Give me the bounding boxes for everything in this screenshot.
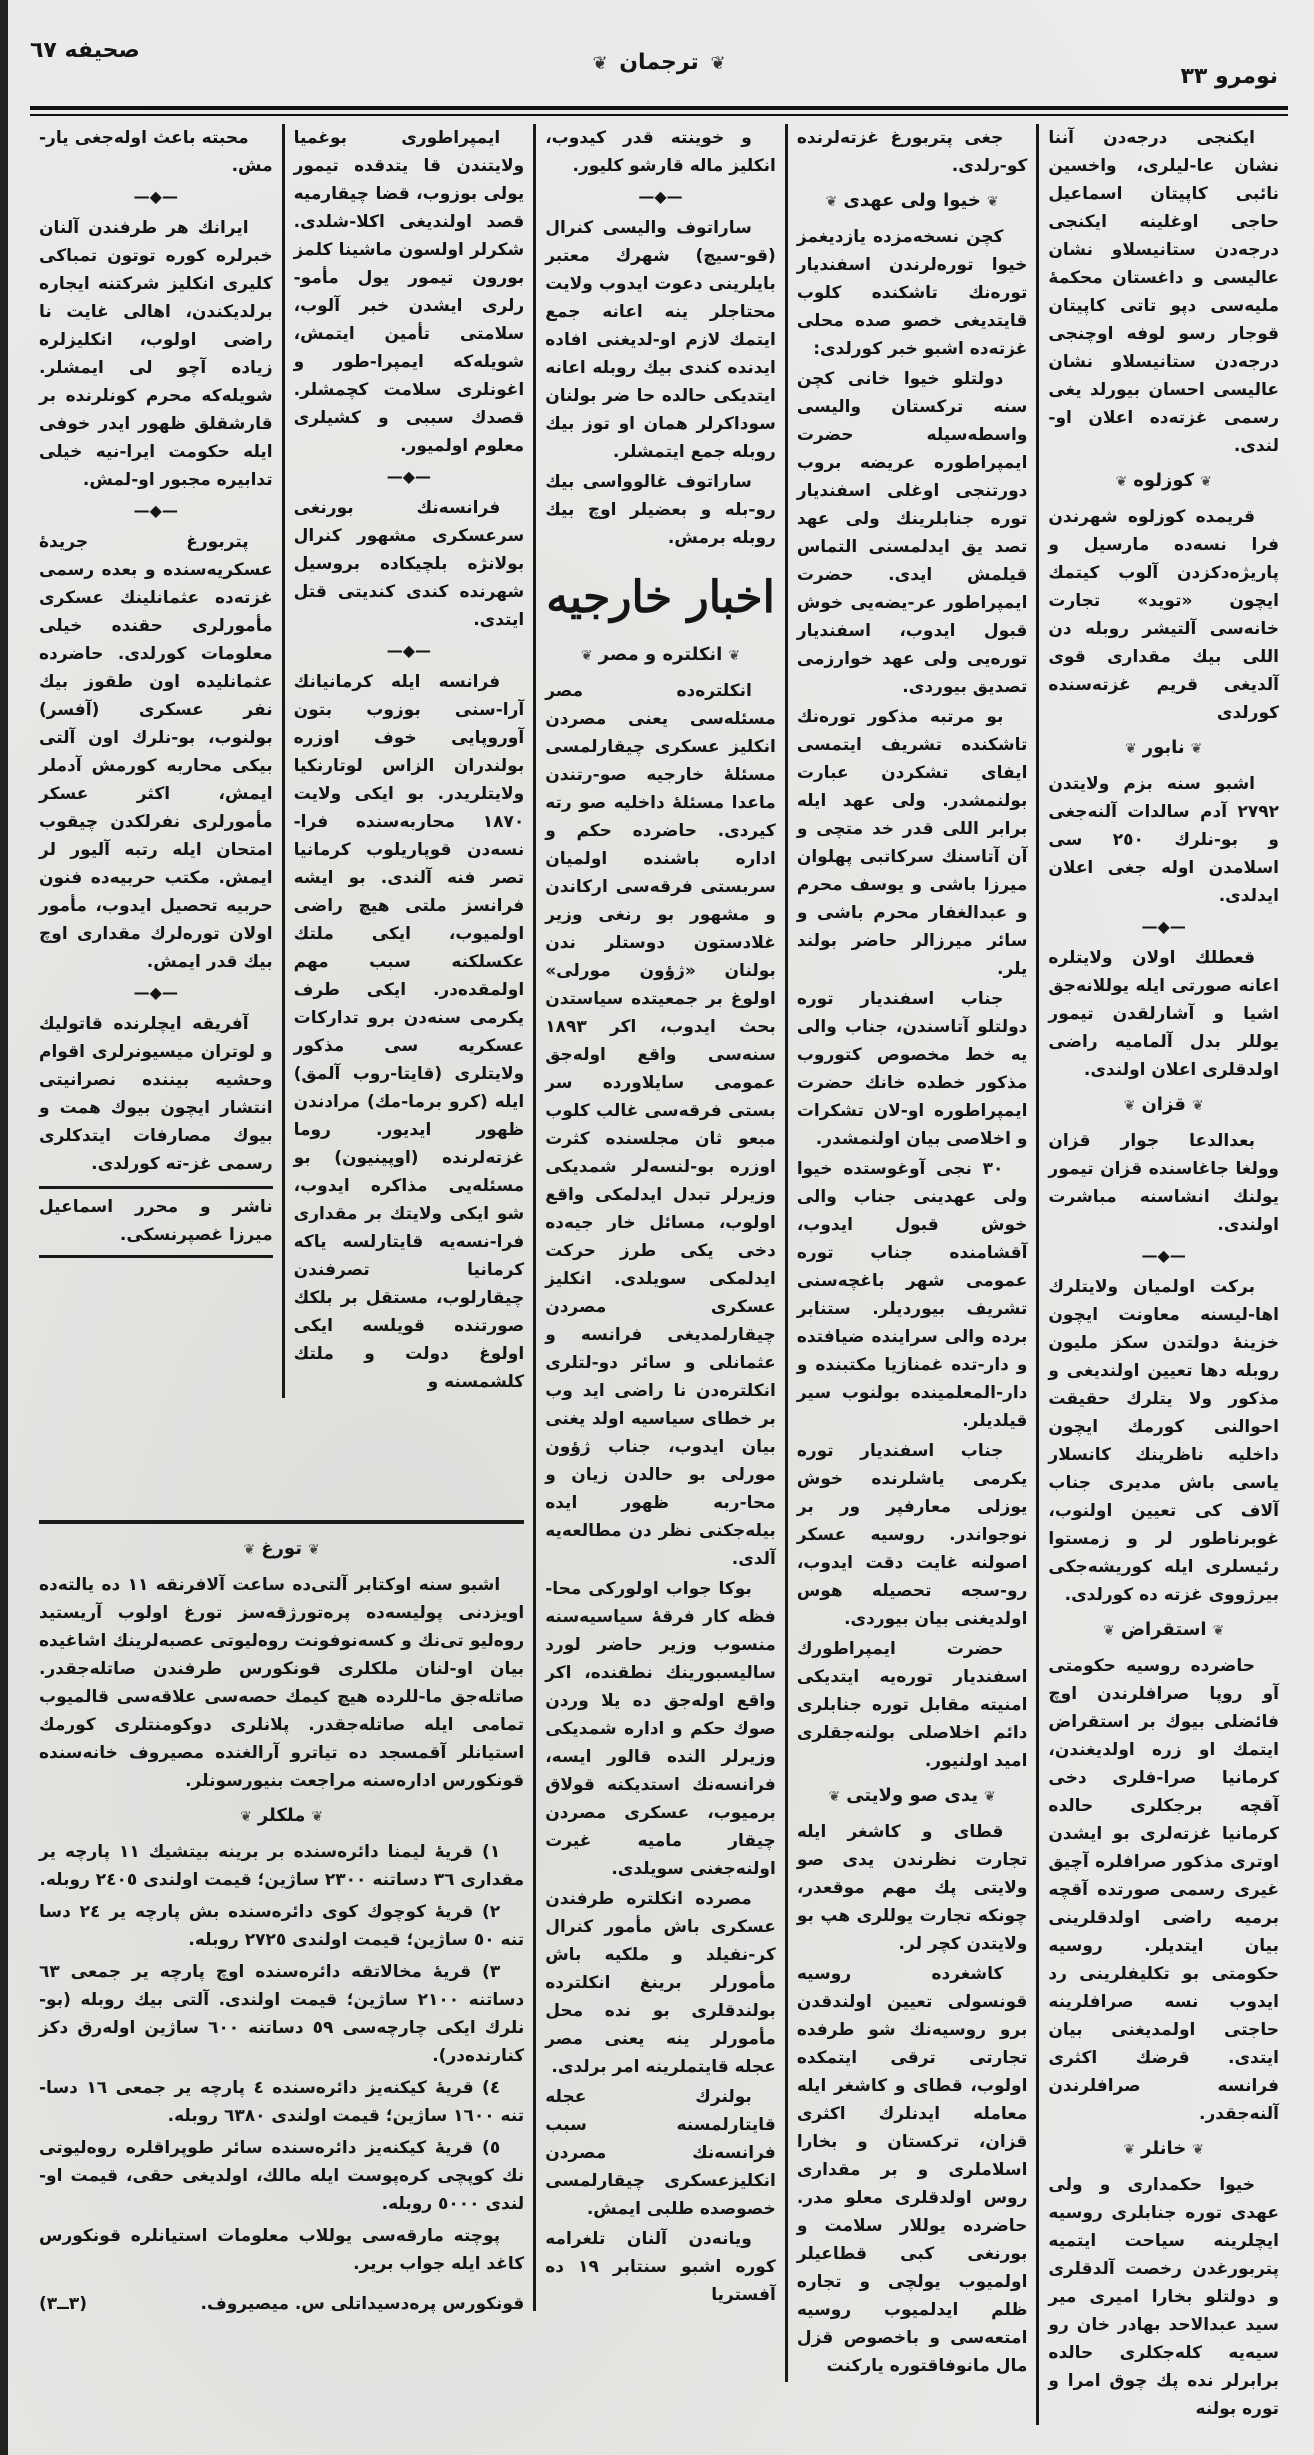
ornament-icon: ❦	[1115, 474, 1128, 490]
article-paragraph: بعدالدعا جوار قزان وولغا جاغاسنده قزان تيمور يولنك انشاسنه مباشرت اولندی.	[1048, 1131, 1279, 1235]
section-heading	[1048, 2134, 1279, 2165]
ornament-icon: ❦	[243, 1541, 256, 1558]
section-heading	[1048, 1090, 1279, 1121]
section-heading	[1048, 1615, 1279, 1646]
ornament-icon: ❦	[580, 648, 593, 664]
publisher-credit: ناشر و محرر اسماعيل ميرزا غصپرنسكی.	[39, 1197, 273, 1245]
publisher-box	[39, 1186, 273, 1258]
section-heading	[545, 640, 776, 671]
notices-body	[39, 1534, 524, 2318]
notice-signature: قونكورس پره‌دسيداتلی س. ميصيروف.	[200, 2293, 525, 2314]
article-paragraph: محبته باعث اوله‌جغی يار-مش.	[39, 128, 273, 176]
heading-text: استقراض	[1120, 1619, 1207, 1640]
heading-text: تورغ	[261, 1537, 302, 1559]
article-paragraph: ويانه‌دن آلنان تلغرامه كوره اشبو سنتابر ١٩ ده آفستريا	[545, 2229, 776, 2305]
heading-text: قزان	[1141, 1094, 1186, 1115]
section-heading	[39, 1801, 524, 1832]
article-paragraph: قعطلك اولان ولايتلره اعانه صورتی ايله يوللانه‌جق اشيا و آشارلقدن تيمور يوللر بدل آلماميه راضی اولدقلری اعلان اولندی.	[1048, 948, 1279, 1080]
separator-icon: —◆—	[1141, 1246, 1186, 1265]
article-paragraph: جناب اسفنديار توره دولتلو آتاسندن، جناب والی يه خط مخصوص كتوروب مذكور خطده خانك حضرت ايمپراطوره او-لان تشكرات و اخلاصی بيان اولنمشدر.	[796, 989, 1028, 1149]
property-item: ٤) قريهٔ كيكنه‌يز دائره‌سنده ٤ پارچه ير جمعی ١٦ دسا-تنه ١٦٠٠ ساژين؛ قيمت اولندی ٦٣٨٠ روبله.	[39, 2077, 525, 2126]
heading-text: كوزلوه	[1133, 470, 1195, 491]
article-paragraph: مصرده انكلتره طرفندن عسكری باش مأمور كنرال كر-نفيلد و ملكيه باش مأمورلر برينغ انكلترده بولندقلری بو نده محل مأمورلر ينه يعنی مصر عجله قايتملرينه امر برلدی.	[545, 1889, 776, 2077]
separator-icon: —◆—	[386, 641, 432, 660]
ornament-icon: ❦	[592, 53, 608, 74]
signature-row	[39, 2290, 524, 2318]
article-paragraph: ساراتوف واليسی كنرال (قو-سيچ) شهرك معتبر بايلرينی دعوت ايدوب ولايت محتاجلر ينه اعانه جمع ايتمك لازم او-لديغنی افاده ايدنده كندی بيك روبله اعانه ايتديكی حالده حا ضر بولنان سوداكرلر همان او توز بيك روبله جمع ايتمشلر.	[545, 218, 776, 462]
ornament-icon: ❦	[710, 53, 726, 74]
issue-number: نومرو ٣٣	[1180, 64, 1278, 89]
ornament-icon: ❦	[311, 1808, 324, 1825]
section-heading	[797, 1781, 1028, 1812]
article-paragraph: كچن نسخه‌مزده يازديغمز خيوا توره‌لرندن اسفنديار توره‌نك تاشكنده كلوب قايتديغی خصو صده محلی غزته‌ده اشبو خبر كورلدی:	[796, 227, 1028, 359]
property-item: ١) قريهٔ ليمنا دائره‌سنده بر برينه بيتشيك ١١ پارچه ير مقداری ٣٦ دساتنه ٢٣٠٠ ساژين؛ قيمت اولندی ٢٤٠٥ روبله.	[39, 1841, 525, 1890]
article-paragraph: بوكا جواب اولوركی محا-فظه كار فرقهٔ سياسيه‌سنه منسوب وزير حاضر لورد ساليسبورينك نطقنده، اكر واقع اوله‌جق ده يلا وردن صوك حكم و اداره شمديكی وزيرلر النده قالور ايسه، فرانسه‌نك استديكنه قولاق برميوب، عسكری مصردن چيقار ماميه غيرت اولنه‌جغنی سويلدی.	[545, 1579, 776, 1879]
section-heading	[797, 186, 1028, 217]
article-paragraph: كاشغرده روسيه قونسولی تعيين اولندقدن برو روسيه‌نك شو طرفده تجارتی ترقی ايتمكده اولوب، قطای و كاشغر ايله معامله ايدنلرك اكثری قزان، تركستان و بخارا اسلاملری و بر مقداری روس اولدقلری معلو مدر. حاضرده يوللار سلامت و بورنغی كبی قطاعيلر اولميوب يولچی و تجاره ظلم ايدلميوب روسيه امتعه‌سی و باخصوص قزل مال مانوفاقتوره يارکنت	[796, 1964, 1028, 2376]
column-3	[533, 124, 785, 2311]
article-paragraph: بو مرتبه مذكور توره‌نك تاشكنده تشريف ايتمسی ايفای تشكردن عبارت بولنمشدر. ولی عهد ايله برابر اللی قدر خد متچی و آن آتاسنك سركاتبی پهلوان ميرزا باشی و يوسف محرم و عبدالغفار محرم باشی و سائر ميرزالر حاضر بولند يلر.	[796, 707, 1028, 979]
property-item: ٣) قريهٔ مخالاتقه دائره‌سنده اوچ پارچه ير جمعی ٦٣ دساتنه ٢١٠٠ ساژين؛ قيمت اولندی. آلتی بيك روبله (بو-نلرك ايكی چارچه‌سی ٥٩ دساتنه ٦٠٠ ساژين اوله‌رق دكز كنارنده‌در).	[39, 1961, 525, 2066]
separator-icon: —◆—	[386, 467, 432, 486]
ornament-icon: ❦	[984, 1789, 996, 1805]
section-heading	[1048, 466, 1279, 497]
ornament-icon: ❦	[1212, 1623, 1225, 1639]
article-paragraph: انكلتره‌ده مصر مسئله‌سی يعنی مصردن انكليز عسكری چيقارلمسی مسئلهٔ خارجيه صو-رتندن ماعدا مسئلهٔ داخليه صو رته كيردی. حاضرده حكم و اداره باشنده اولميان سربستی فرقه‌سی اركاندن و مشهور بو رنغی وزير غلادستون دوستلر ندن بولنان «ژؤون مورلی» اولوغ بر جمعيتده سياستدن بحث ايدوب، اكر ١٨٩٣ سنه‌سی واقع اوله‌جق عمومی سايلاورده سر بستی فرقه‌سی غالب كلوب مبعو ثان مجلسنده كثرت اوزره بو-لنسه‌لر شمديكی وزيرلر تبدل ايدلمكی واقع اولوب، مسائل خار جيه‌ده دخی يكی طرز حركت ايدلمكی سويلدی. انكليز عسكری مصردن چيقارلمديغی فرانسه و عثمانلی و سائر دو-لتلری انكلتره‌دن نا راضی ايد وب بر خطای سياسيه اولد يغنی بيان ايدوب، جناب ژؤون مورلی بو حالدن زيان و محا-ربه ظهور ايده بيله‌جكنی نظر دن مطالعه‌يه آلدی.	[545, 681, 776, 1569]
ornament-icon: ❦	[728, 648, 741, 664]
masthead-rule	[30, 106, 1288, 110]
heading-text: خيوا ولی عهدی	[843, 190, 981, 211]
heading-text: يدی صو ولايتی	[846, 1785, 978, 1806]
foreign-news-heading: اخبار خارجيه	[546, 572, 775, 623]
property-item: ٢) قريهٔ كوچوك كوی دائره‌سنده بش پارچه ير ٢٤ دسا تنه ٥٠ ساژين؛ قيمت اولندی ٢٧٢٥ روبله.	[39, 1901, 525, 1950]
page-number: صحيفه ٦٧	[30, 38, 140, 63]
ornament-icon: ❦	[1200, 474, 1212, 490]
article-paragraph: ايكنجی درجه‌دن آننا نشان عا-ليلری، واخسين نائبی كاپيتان اسماعيل حاجی اوغلينه ايكنجی درجه‌دن ستانيسلاو نشان عاليسی و داغستان محكمهٔ مليه‌سی دپو تاتی كاپيتان قوجار رسو لوفه اوچنجی درجه‌دن ستانيسلاو نشان عاليسی احسان بيورلد يغی رسمی غزته‌ده اعلان او-لندی.	[1048, 128, 1279, 456]
ornament-icon: ❦	[1190, 741, 1203, 757]
ornament-icon: ❦	[307, 1541, 320, 1558]
column-5	[30, 124, 282, 1258]
section-rule	[39, 1520, 524, 1524]
article-paragraph: ايمپراطوری بوغميا ولايتندن قا يتدقده تيمور يولی بوزوب، قضا چيقارميه قصد اولنديغی اكلا-شلدی. شكرلر اولسون ماشينا كلمز بورون تيمور يول مأمو-رلری ايشدن خبر آلوب، سلامتی تأمين ايتمش، شويله‌كه ايمپرا-طور و اغونلری سلامت كچمشلر. قصدك سببی و كشيلری معلوم اولميور.	[293, 128, 525, 456]
article-paragraph: اشبو سنه بزم ولايتدن ٢٧٩٢ آدم سالدات آلنه‌جغی و بو-نلرك ٢٥٠ سی اسلامدن اوله جغی اعلان ايدلدی.	[1048, 774, 1280, 906]
ornament-icon: ❦	[1191, 1098, 1204, 1114]
article-paragraph: ايرانك هر طرفندن آلنان خبرلره كوره توتون تمباكی كليری انكليز شركتنه ايجاره برلديكندن، اهالی غايت نا راضی اولوب، انكليزلره زياده آچو لی ايمشلر. شويله‌كه محرم كونلرنده بر قارشقلق ظهور ايدر خوفی ايله حكومت ايرا-نيه خيلی تدابيره مجبور او-لمش.	[39, 218, 273, 490]
masthead-rule-thin	[30, 114, 1288, 116]
heading-text: ملكلر	[257, 1804, 306, 1826]
article-paragraph: جغی پتربورغ غزته‌لرنده كو-رلدی.	[796, 128, 1028, 176]
separator-icon: —◆—	[1141, 917, 1186, 936]
section-heading	[1048, 733, 1279, 764]
article-paragraph: حضرت ايمپراطورك اسفنديار توره‌يه ايتديكی امنيته مقابل توره جنابلری دائم اخلاصلی بولنه‌جقلری اميد اولنيور.	[796, 1639, 1028, 1771]
property-item: ٥) قريهٔ كيكنه‌يز دائره‌سنده سائر طوپراقلره روه‌ليوتی نك كوپچی كره‌پوست ايله مالك، اولديغی حقی، قيمت او-لندی ٥٠٠٠ روبله.	[39, 2137, 525, 2214]
article-paragraph: حاضرده روسيه حكومتی آو روپا صرافلرندن اوچ فائضلی بيوك بر استقراض ايتمك او زره اولديغندن، كرمانيا صرا-فلری دخی آقچه برجكلری حالده كرمانيا غزته‌لری بو ايشدن اوتری مذكور صرافلره آچيق غيری رسمی صورتده آقچه برميه راضی اولدقلرينی بيان ايتديلر. روسيه حكومتی بو تكليفلرينی رد ايدوب نسه صرافلرينه حاجتی اولمديغنی بيان ايتدی. قرضك اكثری فرانسه صرافلرندن آلنه‌جقدر.	[1048, 1656, 1279, 2124]
article-paragraph: قريمده كوزلوه شهرندن فرا نسه‌ده مارسيل و پاريژه‌دكزدن آلوب كيتمك ايچون «تويد» تجارت خانه‌سی آلتيشر روبله دن اللی بيك مقداری قوی آلديغی قريم غزته‌سنده كورلدی	[1048, 507, 1279, 723]
heading-text: خانلر	[1141, 2138, 1187, 2159]
ornament-icon: ❦	[1123, 1098, 1136, 1114]
article-paragraph: و خوينته قدر كيدوب، انكليز ماله قارشو كليور.	[545, 128, 776, 176]
article-paragraph: پتربورغ جريدهٔ عسكريه‌سنده و بعده رسمی غزته‌ده عثمانلينك عسكری مأمورلری حقنده خيلی معلومات كورلدی. حاضرده عثمانليده اون طقوز بيك نفر عسكری (آفسر) بولنوب، بو-نلرك اون آلتی بيكی محاربه كورمش آدملر ايمش، اكثر عسكر مأمورلری نفرلكدن چيقوب امتحان ايله رتبه آليور لر ايمش. مكتب حربيه‌ده فنون حربيه تحصيل ايدوب، مأمور اولان توره‌لرك مقداری اوچ بيك قدر ايمش.	[39, 532, 273, 972]
page-edge	[0, 0, 8, 2455]
notice-reference: (٣ــ٣)	[39, 2293, 87, 2314]
ornament-icon: ❦	[1125, 741, 1137, 757]
article-paragraph: جناب اسفنديار توره يكرمی ياشلرنده خوش يوزلی معارفپر ور بر نوجواندر. روسيه عسكر اصولنه غايت دقت ايدوب، رو-سجه تحصيله هوس اولديغنی بيان بيوردی.	[796, 1441, 1028, 1629]
separator-icon: —◆—	[133, 501, 178, 520]
masthead	[30, 36, 1288, 106]
article-paragraph: آفريقه ايچلرنده قاتوليك و لوتران ميسيونرلری اقوام وحشيه بيننده نصرانيتی انتشار ايچون بيوك همت و بيوك مصارفات ايتدكلری رسمی غز-ته كورلدی.	[39, 1014, 273, 1174]
article-paragraph: دولتلو خيوا خانی كچن سنه تركستان واليسی واسطه‌سيله حضرت ايمپراطوره عريضه بروب دورتنجی اوغلی اسفنديار توره جنابلرينك ولی عهد تصد يق ايدلمسنی التماس قيلمش ايدی. حضرت ايمپراطور عر-يضه‌يی خوش قبول ايدوب، اسفنديار توره‌يی ولی عهد خوارزمی تصديق بيوردی.	[796, 369, 1028, 697]
article-paragraph: فرانسه ايله كرمانيانك آرا-سنی بوزوب بتون آوروپايی خوف اوزره بولندران الزاس لوتارنكيا ولايتلريدر. بو ايكی ولايت ١٨٧٠ محاربه‌سنده فرا-نسه‌دن قوپاريلوب كرمانيا تصر فنه آلندی. بو ايشه فرانسز ملتی هيچ راضی اولميوب، ايكی ملتك عكسلكنه سبب مهم اولمقده‌در. ايكی طرف يكرمی سنه‌دن برو تداركات عسكريه‌ سی مذكور ولايتلری (قايتا-روب آلمق) ايله (كرو برما-مك) مرادندن ظهور ايديور. روما غزته‌لرنده (اوپينيون) بو مسئله‌يی مذاكره ايدوب، شو ايكی ولايتك بر مقداری فرا-نسه‌يه قايتارلسه ياكه كرمانيا تصرفندن چيقارلوب، مستقل بر بلكك صورتنده قويلسه ايكی اولوغ دولت و ملتك كلشمسنه و	[293, 672, 525, 1392]
article-paragraph: خيوا حكمداری و ولی عهدی توره جنابلری روسيه ايچلرينه سياحت ايتميه پتربورغدن رخصت آلدقلری و دولتلو بخارا اميری مير سيد عبدالاحد بهادر خان رو سيه‌يه كله‌جكلری حالده برابرلر نده پك چوق امرا و توره بولنه	[1048, 2175, 1279, 2419]
separator-icon: —◆—	[638, 187, 683, 206]
notice-paragraph: اشبو سنه اوكتابر آلتی‌ده ساعت آلافرنقه ١١ ده يالته‌ده اويزدنی پوليسه‌ده پره‌تورژقه‌سز تورغ اولوب آريستيد روه‌ليو تی‌نك و كسه‌نوفونت روه‌ليوتی عصبه‌لرينك اشاغيده بيان او-لنان ملكلری قونكورس طرفندن صاتله‌جقدر. صاتله‌جق ما-للرده هيچ كيمك حصه‌سی علاقه‌سی قالميوب تمامی ايله صاتله‌جقدر. پلانلری دوكومنتلری كورمك استيانلر آقمسجد ده تياترو آرالغنده مصيروف خانه‌سنده قونكورس اداره‌سنه مراجعت بنيورسونلر.	[39, 1574, 525, 1791]
article-paragraph: ساراتوف غالوواسی بيك رو-بله و بعضيلر اوچ بيك روبله برمش.	[545, 472, 776, 548]
column-4	[282, 124, 534, 1398]
column-1	[1036, 124, 1288, 2425]
notice-paragraph: پوچته مارقه‌سی يوللاب معلومات استيانلره قونكورس كاغد ايله جواب برير.	[39, 2225, 525, 2274]
ornament-icon: ❦	[828, 1789, 841, 1805]
article-paragraph: بركت اولميان ولايتلرك اها-ليسنه معاونت ايچون خزينهٔ دولتدن سكز مليون روبله دها تعيين اولنديغی و مذكور ولا يتلرك حقيقت احوالنی كورمك ايچون داخليه ناظرينك كانسلار ياسی باش مديری جناب آلاف كی تعيين اولنوب، غوبرناطور لر و زمستوا رئيسلری ايله كوريشه‌جكی بيرژووی غزته ده كورلدی.	[1048, 1277, 1279, 1605]
columns-grid	[30, 124, 1288, 2425]
ornament-icon: ❦	[240, 1808, 252, 1825]
heading-text: انكلتره و مصر	[598, 644, 723, 665]
column-2	[785, 124, 1037, 2382]
separator-icon: —◆—	[133, 187, 178, 206]
ornament-icon: ❦	[825, 194, 838, 210]
newspaper-title	[588, 50, 729, 75]
separator-icon: —◆—	[133, 983, 178, 1002]
article-paragraph: بولنرك عجله قايتارلمسنه سبب فرانسه‌نك مصردن انكليزعسكری چيقارلمسی خصوصده طلبی ايمش.	[545, 2087, 776, 2219]
ornament-icon: ❦	[1103, 1623, 1115, 1639]
section-heading	[39, 1534, 524, 1565]
article-paragraph: فرانسه‌نك بورنغی سرعسكری مشهور كنرال بولانژه بلچيكاده بروسيل شهرنده كندی كنديتی قتل ايتدی.	[293, 498, 525, 630]
newspaper-name: ترجمان	[619, 50, 699, 75]
ornament-icon: ❦	[1123, 2142, 1136, 2158]
ornament-icon: ❦	[986, 194, 999, 210]
article-paragraph: قطای و كاشغر ايله تجارت نظرندن يدی صو ولايتی پك مهم موقعدر، چونكه تجارت يوللری هپ بو ولايتدن كچر لر.	[796, 1822, 1028, 1954]
notices-section	[30, 1506, 533, 2318]
ornament-icon: ❦	[1192, 2142, 1204, 2158]
article-paragraph: ٣٠ نجی آوغوستده خيوا ولی عهدينی جناب والی خوش قبول ايدوب، آقشامنده جناب توره عمومی شهر باغچه‌سنی تشريف بيورديلر. ستنابر برده والی سراينده ضيافتده و دار-تده غمنازيا مكتبنده و دار-المعلمينده بولنوب سير قيلديلر.	[796, 1159, 1028, 1431]
heading-text: نابور	[1142, 737, 1185, 758]
